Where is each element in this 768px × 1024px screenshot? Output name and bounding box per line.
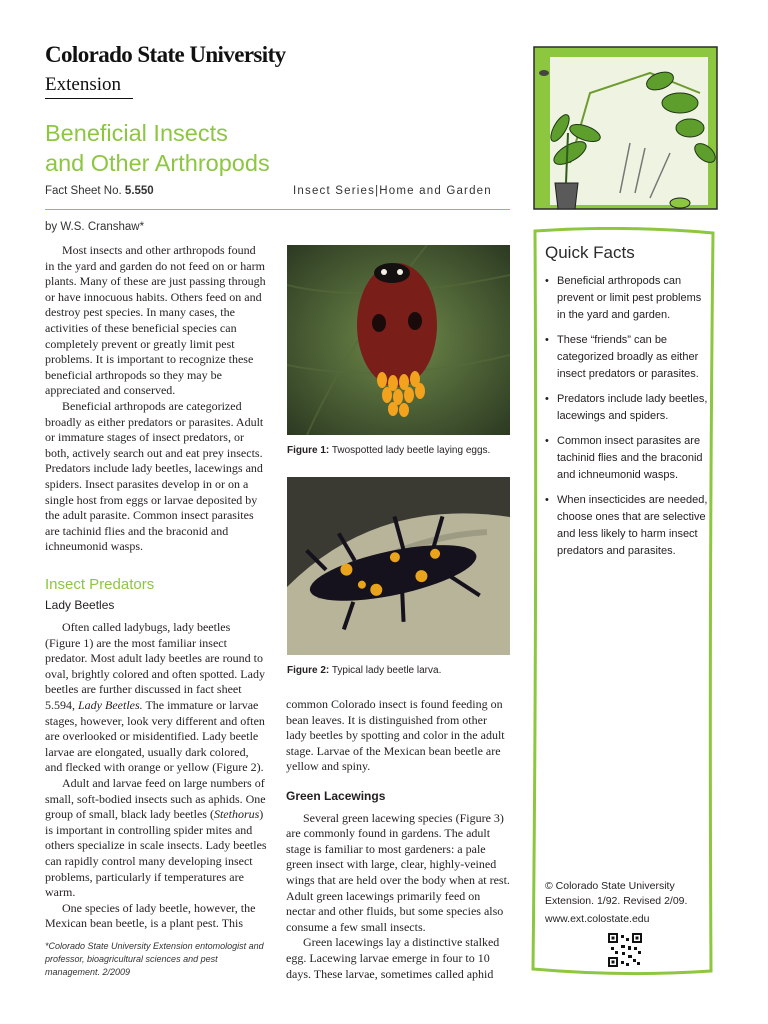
- series-label: [293, 185, 492, 197]
- byline: by W.S. Cranshaw*: [45, 221, 145, 233]
- subheading-lady-beetles: Lady Beetles: [45, 598, 115, 613]
- fact-sheet-number: [45, 185, 154, 197]
- lacewings-paragraph-1: Several green lacewing species (Figure 3) are commonly found in gardens. The adult stage is familiar to most gardeners: a pale green insect with large, clear, highly-veined wings that are held over the body when at rest. Adult green lacewings primarily feed on nectar and other fluids, but some species also consume a few small insects.: [286, 810, 510, 934]
- fact-sheet-value: 5.550: [124, 185, 154, 197]
- quick-fact-item: • Predators include lady beetles, lacewings and spiders.: [545, 391, 710, 425]
- subheading-green-lacewings: Green Lacewings: [286, 788, 386, 803]
- column-1: [45, 243, 267, 932]
- column-2: [286, 697, 510, 982]
- author-footnote: *Colorado State University Extension entomologist and professor, bioagricultural sciences and pest management. 2/2009: [45, 941, 264, 977]
- university-wordmark: Colorado State University: [45, 42, 286, 67]
- extension-underline: [45, 98, 133, 99]
- figure-2-caption: Figure 2: Typical lady beetle larva.: [287, 665, 442, 676]
- lacewings-paragraph-2: Green lacewings lay a distinctive stalked egg. Lacewing larvae emerge in four to 10 days. These larvae, sometimes called aphid: [286, 935, 500, 981]
- lady-beetles-paragraph-3: One species of lady beetle, however, the Mexican bean beetle, is a plant pest. This: [45, 900, 256, 931]
- intro-paragraph-2: Beneficial arthropods are categorized broadly as either predators or parasites. Adult or immature stages of insect predators, or both, actively search out and eat prey insects. Predators include lady beetles, lacewings and spiders. Insect parasites develop in or on a single host from eggs or larvae deposited by the adult parasite. Common insect parasites are tachinid flies and the braconid and ichneumonid wasps.: [45, 398, 264, 554]
- title-line-2: and Other Arthropods: [45, 150, 270, 176]
- series-name: Insect Series: [293, 185, 376, 197]
- intro-paragraph-1: Most insects and other arthropods found in the yard and garden do not feed on or harm plants. Many of these are just passing through or have innocuous habits. Others feed on and destroy pest species. In many cases, the activities of these beneficial species can completely prevent or greatly limit pest problems. It is important to recognize these beneficial arthropods so they may be appreciated and conserved.: [45, 243, 266, 398]
- fact-sheet-label: Fact Sheet No.: [45, 185, 122, 197]
- section-heading-predators: Insect Predators: [45, 575, 155, 593]
- figure-2-image: [287, 477, 510, 655]
- plant-illustration-icon: [530, 33, 725, 215]
- quick-fact-item: • Beneficial arthropods can prevent or limit pest problems in the yard and garden.: [545, 273, 710, 324]
- series-separator: |: [375, 185, 380, 197]
- page-title: [45, 118, 270, 178]
- lady-beetles-paragraph-2: Adult and larvae feed on large numbers of small, soft-bodied insects such as aphids. One group of small, black lady beetles (Stethorus) is important in controlling spider mites and others specialize in scale insects. Lady beetles can rapidly control many developing insect problems, particularly if temperatures are warm.: [45, 776, 267, 900]
- series-category: Home and Garden: [379, 185, 492, 197]
- ladybeetle-photo: [287, 245, 510, 435]
- qr-code-icon: [608, 933, 642, 967]
- quick-fact-item: • These “friends” can be categorized broadly as either insect predators or parasites.: [545, 332, 710, 383]
- larva-photo: [287, 477, 510, 655]
- title-line-1: Beneficial Insects: [45, 120, 228, 146]
- header-rule: [45, 209, 510, 210]
- lady-beetles-paragraph-3-continued: common Colorado insect is found feeding on bean leaves. It is distinguished from other lady beetles by spotting and color in the adult stage. Larvae of the Mexican bean beetle are yellow and spiny.: [286, 697, 505, 774]
- lady-beetles-paragraph-1: Often called ladybugs, lady beetles (Figure 1) are the most familiar insect predator. Most adult lady beetles are round to oval, brightly colored and often spotted. Lady beetles are further discussed in fact sheet 5.594, Lady Beetles. The immature or larvae stages, however, look very different and often are overlooked or misidentified. Lady beetle larvae are elongated, usually dark colored, and flecked with orange or yellow (Figure 2).: [45, 620, 265, 775]
- quick-fact-item: • When insecticides are needed, choose ones that are selective and less likely to harm insect predators and parasites.: [545, 492, 710, 560]
- quick-facts-list: [545, 273, 710, 568]
- quick-facts-title: Quick Facts: [545, 243, 635, 262]
- quick-fact-item: • Common insect parasites are tachinid flies and the braconid and ichneumonid wasps.: [545, 433, 710, 484]
- extension-url[interactable]: www.ext.colostate.edu: [545, 913, 650, 925]
- extension-wordmark: Extension: [45, 74, 121, 95]
- figure-1-image: [287, 245, 510, 435]
- garden-illustration: [530, 33, 725, 215]
- figure-1-caption: Figure 1: Twospotted lady beetle laying eggs.: [287, 445, 491, 456]
- copyright-notice: © Colorado State University Extension. 1/92. Revised 2/09.: [545, 880, 688, 907]
